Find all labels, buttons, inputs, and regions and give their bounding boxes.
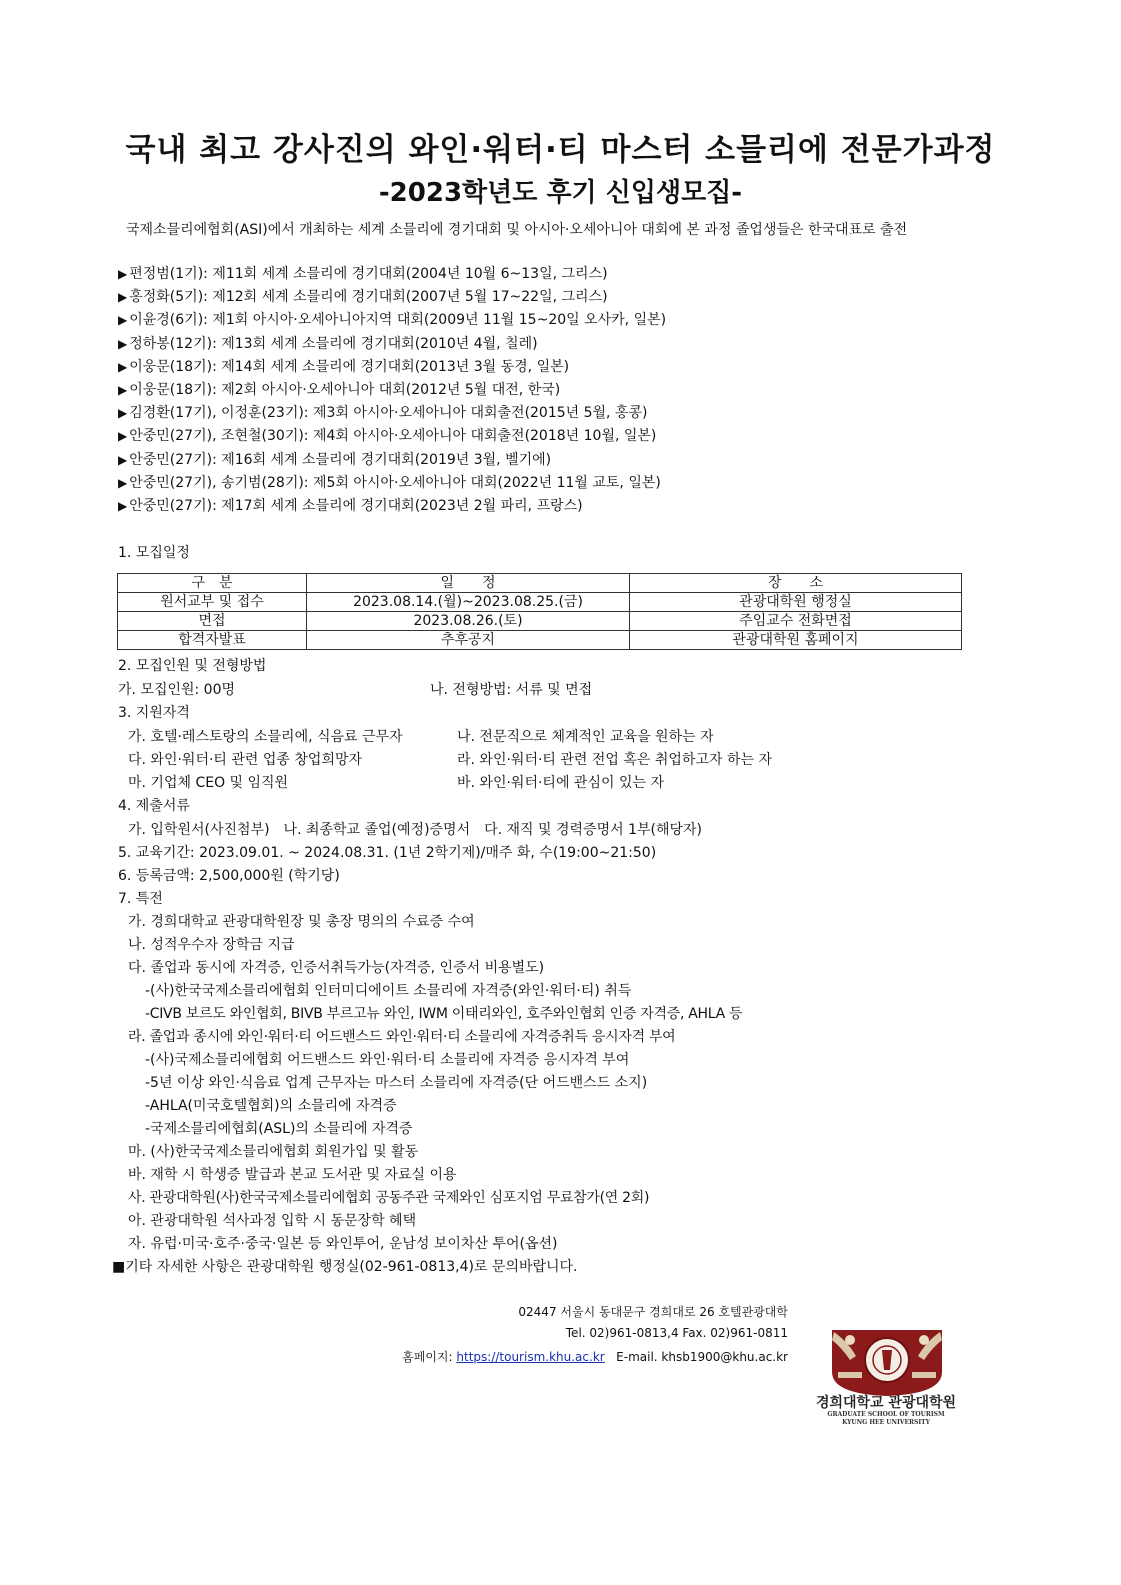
table-cell: 관광대학원 행정실: [630, 593, 962, 612]
arrow-icon: ▶: [118, 359, 128, 374]
recruitment-count: 가. 모집인원: 00명: [118, 682, 236, 698]
table-row: [118, 593, 962, 612]
section-heading-recruitment: 2. 모집인원 및 전형방법: [118, 658, 267, 674]
section-heading-schedule: 1. 모집일정: [118, 545, 190, 561]
benefit-item: 자. 유럽·미국·호주·중국·일본 등 와인투어, 운남성 보이차산 투어(옵션): [128, 1236, 558, 1252]
benefit-item: 마. (사)한국국제소믈리에협회 회원가입 및 활동: [128, 1144, 419, 1160]
selection-method: 나. 전형방법: 서류 및 면접: [430, 682, 593, 698]
table-cell: 원서교부 및 접수: [118, 593, 307, 612]
list-item: ▶ 안중민(27기), 조현철(30기): 제4회 아시아·오세아니아 대회출전(2018년 10월, 일본): [118, 428, 657, 445]
homepage-link[interactable]: https://tourism.khu.ac.kr: [456, 1350, 605, 1364]
arrow-icon: ▶: [118, 382, 128, 397]
list-item: ▶ 안중민(27기), 송기범(28기): 제5회 아시아·오세아니아 대회(2022년 11월 교토, 일본): [118, 474, 661, 491]
benefit-subitem: -5년 이상 와인·식음료 업계 근무자는 마스터 소믈리에 자격증(단 어드밴스드 소지): [145, 1075, 648, 1091]
column-header: 일 정: [307, 574, 630, 593]
arrow-icon: ▶: [118, 429, 128, 444]
eligibility-item: 라. 와인·워터·티 관련 전업 혹은 취업하고자 하는 자: [457, 752, 772, 768]
logo-name-korean: 경희대학교 관광대학원: [815, 1395, 957, 1411]
table-cell: 관광대학원 홈페이지: [630, 631, 962, 650]
table-header-row: [118, 574, 962, 593]
table-cell: 2023.08.26.(토): [307, 612, 630, 631]
email-text: E-mail. khsb1900@khu.ac.kr: [616, 1350, 788, 1364]
page-subtitle: -2023학년도 후기 신입생모집-: [378, 178, 743, 208]
list-item: ▶ 정하봉(12기): 제13회 세계 소믈리에 경기대회(2010년 4월, 칠레): [118, 335, 538, 352]
benefit-subitem: -CIVB 보르도 와인협회, BIVB 부르고뉴 와인, IWM 이태리와인, 호주와인협회 인증 자격증, AHLA 등: [145, 1006, 743, 1022]
arrow-icon: ▶: [118, 313, 128, 328]
schedule-table: [117, 573, 962, 650]
benefit-item: 아. 관광대학원 석사과정 입학 시 동문장학 혜택: [128, 1213, 417, 1229]
table-cell: 2023.08.14.(월)~2023.08.25.(금): [307, 593, 630, 612]
eligibility-item: 나. 전문직으로 체계적인 교육을 원하는 자: [457, 729, 714, 745]
benefit-item: 라. 졸업과 종시에 와인·워터·티 어드밴스드 와인·워터·티 소믈리에 자격증취득 응시자격 부여: [128, 1029, 676, 1045]
alumni-history-list: [118, 263, 666, 518]
arrow-icon: ▶: [118, 336, 128, 351]
benefit-item: 바. 재학 시 학생증 발급과 본교 도서관 및 자료실 이용: [128, 1167, 457, 1183]
table-cell: 추후공지: [307, 631, 630, 650]
table-row: [118, 612, 962, 631]
eligibility-item: 다. 와인·워터·티 관련 업종 창업희망자: [128, 752, 363, 768]
logo-name-english: GRADUATE SCHOOL OF TOURISM KYUNG HEE UNIVERSITY: [827, 1411, 945, 1426]
eligibility-item: 가. 호텔·레스토랑의 소믈리에, 식음료 근무자: [128, 729, 403, 745]
arrow-icon: ▶: [118, 406, 128, 421]
footer-phone: Tel. 02)961-0813,4 Fax. 02)961-0811: [565, 1326, 788, 1340]
list-item: ▶ 이웅문(18기): 제14회 세계 소믈리에 경기대회(2013년 3월 동경, 일본): [118, 358, 570, 375]
table-cell: 주임교수 전화면접: [630, 612, 962, 631]
intro-text: 국제소믈리에협회(ASI)에서 개최하는 세계 소믈리에 경기대회 및 아시아·오세아니아 대회에 본 과정 졸업생들은 한국대표로 출전: [126, 222, 908, 238]
column-header: 장 소: [630, 574, 962, 593]
page-title: 국내 최고 강사진의 와인·워터·티 마스터 소믈리에 전문가과정: [125, 132, 996, 168]
column-header: 구 분: [118, 574, 307, 593]
section-heading-benefits: 7. 특전: [118, 891, 163, 907]
table-row: [118, 631, 962, 650]
education-period: 5. 교육기간: 2023.09.01. ~ 2024.08.31. (1년 2학기제)/매주 화, 수(19:00~21:50): [118, 845, 657, 861]
arrow-icon: ▶: [118, 267, 128, 281]
list-item: ▶ 편정범(1기): 제11회 세계 소믈리에 경기대회(2004년 10월 6~13일, 그리스): [118, 266, 608, 282]
list-item: ▶ 김경환(17기), 이정훈(23기): 제3회 아시아·오세아니아 대회출전(2015년 5월, 홍콩): [118, 405, 648, 422]
footer-address: 02447 서울시 동대문구 경희대로 26 호텔관광대학: [518, 1305, 788, 1319]
contact-note: ■기타 자세한 사항은 관광대학원 행정실(02-961-0813,4)로 문의바랍니다.: [112, 1259, 578, 1275]
benefit-item: 다. 졸업과 동시에 자격증, 인증서취득가능(자격증, 인증서 비용별도): [128, 960, 545, 976]
list-item: ▶ 안중민(27기): 제16회 세계 소믈리에 경기대회(2019년 3월, 벨기에): [118, 451, 552, 468]
documents-list: 가. 입학원서(사진첨부) 나. 최종학교 졸업(예정)증명서 다. 재직 및 경력증명서 1부(해당자): [128, 822, 702, 838]
benefit-item: 나. 성적우수자 장학금 지급: [128, 937, 295, 953]
benefit-subitem: -국제소믈리에협회(ASL)의 소믈리에 자격증: [145, 1121, 413, 1137]
arrow-icon: ▶: [118, 452, 128, 467]
benefit-item: 가. 경희대학교 관광대학원장 및 총장 명의의 수료증 수여: [128, 914, 475, 930]
table-cell: 합격자발표: [118, 631, 307, 650]
benefit-subitem: -AHLA(미국호텔협회)의 소믈리에 자격증: [145, 1098, 397, 1114]
eligibility-item: 바. 와인·워터·티에 관심이 있는 자: [457, 775, 664, 791]
list-item: ▶ 이윤경(6기): 제1회 아시아·오세아니아지역 대회(2009년 11월 15~20일 오사카, 일본): [118, 312, 667, 329]
arrow-icon: ▶: [118, 498, 128, 513]
section-heading-documents: 4. 제출서류: [118, 798, 190, 814]
list-item: ▶ 홍정화(5기): 제12회 세계 소믈리에 경기대회(2007년 5월 17~22일, 그리스): [118, 289, 608, 306]
list-item: ▶ 안중민(27기): 제17회 세계 소믈리에 경기대회(2023년 2월 파리, 프랑스): [118, 497, 583, 514]
eligibility-item: 마. 기업체 CEO 및 임직원: [128, 775, 289, 791]
tuition-fee: 6. 등록금액: 2,500,000원 (학기당): [118, 868, 340, 884]
benefit-item: 사. 관광대학원(사)한국국제소믈리에협회 공동주관 국제와인 심포지엄 무료참가(연 2회): [128, 1190, 650, 1206]
list-item: ▶ 이웅문(18기): 제2회 아시아·오세아니아 대회(2012년 5월 대전, 한국): [118, 381, 561, 398]
footer-contact: [402, 1348, 788, 1365]
table-cell: 면접: [118, 612, 307, 631]
benefit-subitem: -(사)국제소믈리에협회 어드밴스드 와인·워터·티 소믈리에 자격증 응시자격 부여: [145, 1052, 630, 1068]
arrow-icon: ▶: [118, 475, 128, 490]
arrow-icon: ▶: [118, 290, 128, 305]
benefit-subitem: -(사)한국국제소믈리에협회 인터미디에이트 소믈리에 자격증(와인·워터·티) 취득: [145, 983, 632, 999]
homepage-label: 홈페이지:: [402, 1350, 453, 1364]
section-heading-eligibility: 3. 지원자격: [118, 705, 190, 721]
